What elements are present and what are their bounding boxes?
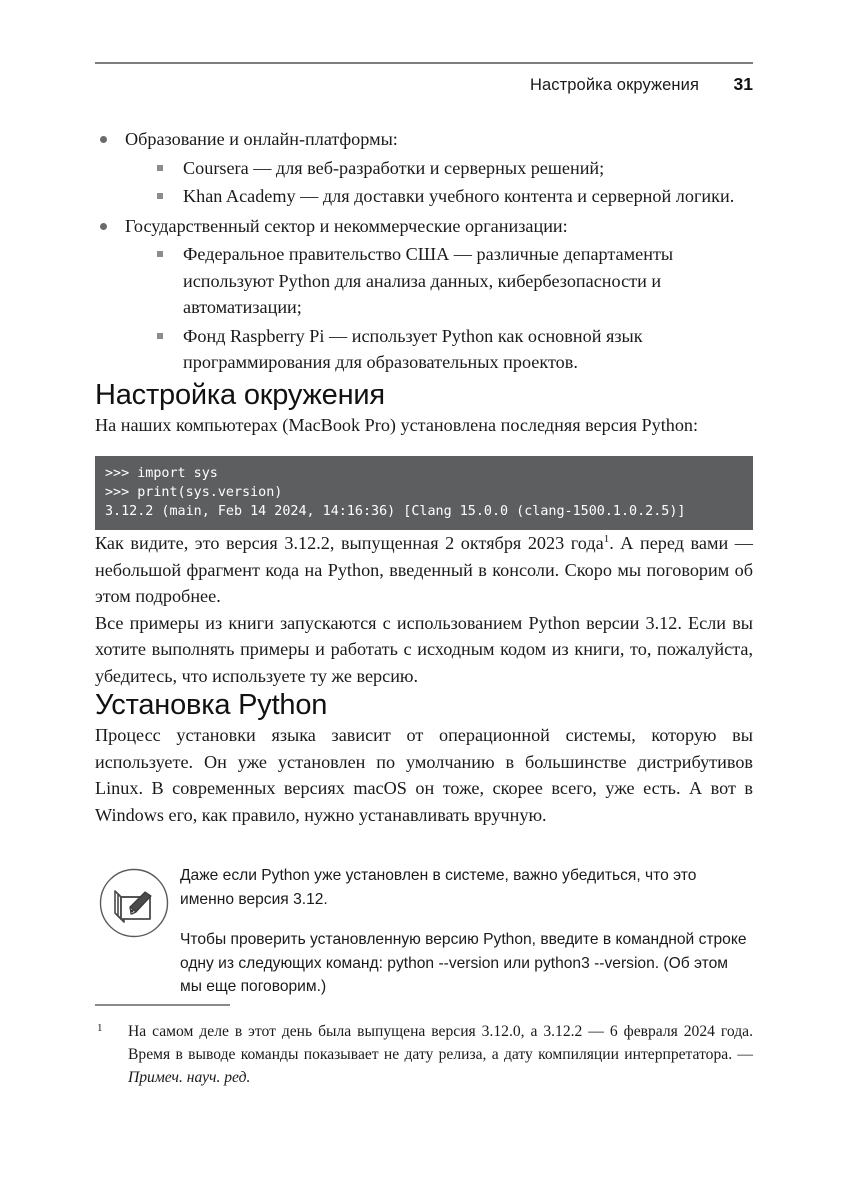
list-item (153, 323, 753, 376)
bullet-round-icon (100, 223, 107, 230)
sub-list-wrapper (153, 241, 753, 376)
footnote-entry (95, 1020, 753, 1089)
paragraph-setup-intro: На наших компьютерах (MacBook Pro) установлена последняя версия Python: (95, 414, 699, 435)
footnote-text: На самом деле в этот день была выпущена версия 3.12.0, а 3.12.2 — 6 февраля 2024 года. Время в выводе команды показывает не дату релиза, а дату компиляции интерпретатора. — (128, 1022, 753, 1063)
bullet-round-icon (100, 136, 107, 143)
bullet-square-icon (157, 193, 163, 199)
bullet-square-icon (157, 333, 163, 339)
footnote-area (95, 1004, 753, 1089)
footnote-attribution: Примеч. науч. ред. (128, 1068, 251, 1086)
paragraph-install-intro: Процесс установки языка зависит от операционной системы, которую вы используете. Он уже установлен по умолчанию в большинстве дистрибутивов Linux. В современных версиях macOS он тоже, скорее всего, уже есть. А вот в Windows его, как правило, нужно устанавливать вручную. (95, 725, 753, 825)
running-head (95, 62, 753, 95)
list-item-label: Федеральное правительство США — различные департаменты используют Python для анализа данных, кибербезопасности и автоматизации; (183, 244, 674, 317)
page-number: 31 (733, 74, 753, 94)
list-item (153, 155, 753, 182)
section-heading-setup: Настройка окружения (95, 378, 385, 411)
list-item-label: Государственный сектор и некоммерческие организации: (125, 215, 568, 236)
header-line (95, 74, 753, 95)
code-block (95, 456, 753, 530)
note-paragraph: Чтобы проверить установленную версию Python, введите в командной строке одну из следующих команд: python --version или python3 --version. (Об этом мы еще поговорим.) (180, 931, 747, 995)
bullet-square-icon (157, 165, 163, 171)
page-content (95, 126, 753, 999)
paragraph-text-part1: Как видите, это версия 3.12.2, выпущенная 2 октября 2023 года (95, 533, 604, 553)
footnote-reference: 1 (603, 532, 610, 545)
note-paragraph: Даже если Python уже установлен в системе, важно убедиться, что это именно версия 3.12. (180, 867, 697, 908)
list-item (153, 241, 753, 321)
list-item-label: Образование и онлайн-платформы: (125, 129, 398, 149)
note-callout (95, 864, 753, 999)
code-line: >>> import sys (105, 466, 218, 481)
bullet-list (95, 126, 753, 376)
code-line: 3.12.2 (main, Feb 14 2024, 14:16:36) [Clang 15.0.0 (clang-1500.1.0.2.5)] (105, 504, 686, 519)
paragraph-examples-version: Все примеры из книги запускаются с использованием Python версии 3.12. Если вы хотите выполнять примеры и работать с исходным кодом из книги, то, пожалуйста, убедитесь, что используете ту же версию. (95, 612, 753, 686)
header-chapter-title: Настройка окружения (529, 76, 699, 94)
list-item-label: Coursera — для веб-разработки и серверных решений; (183, 157, 605, 178)
list-item-label: Khan Academy — для доставки учебного контента и серверной логики. (183, 186, 735, 206)
sub-bullet-list (153, 155, 753, 210)
sub-bullet-list (153, 241, 753, 376)
paragraph-version-note (95, 530, 753, 610)
footnote-separator (95, 1004, 230, 1006)
bullet-square-icon (157, 251, 163, 257)
list-item-label: Фонд Raspberry Pi — использует Python как основной язык программирования для образовательных проектов. (183, 325, 643, 372)
list-item (153, 183, 753, 210)
header-rule (95, 62, 753, 64)
note-pencil-icon (97, 866, 171, 940)
footnote-marker: 1 (97, 1021, 103, 1034)
code-line: >>> print(sys.version) (105, 485, 283, 500)
sub-list-wrapper (153, 155, 753, 210)
section-heading-install: Установка Python (95, 689, 328, 721)
paragraph-text-part2: . А перед вами — небольшой фрагмент кода на Python, введенный в консоли. Скоро мы поговорим об этом подробнее. (95, 533, 753, 606)
list-item (95, 213, 753, 376)
list-item (95, 126, 753, 210)
